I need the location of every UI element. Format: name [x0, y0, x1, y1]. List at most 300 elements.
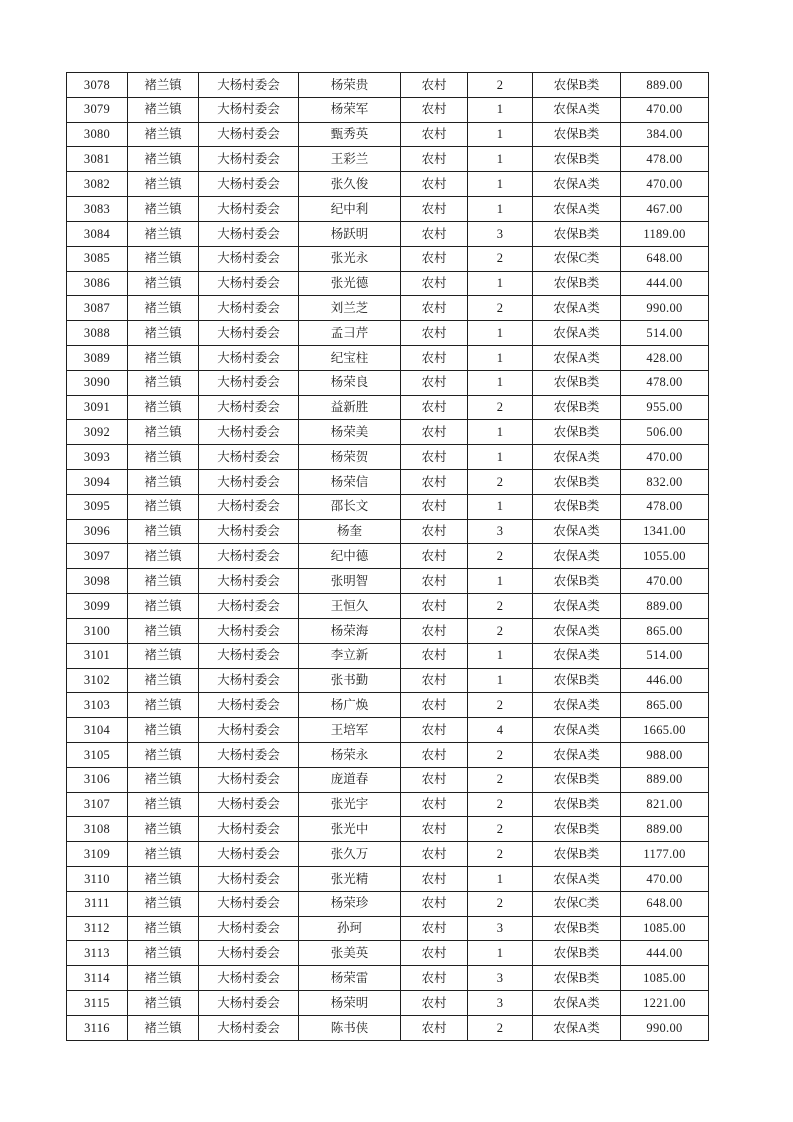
cell-person-name: 杨荣珍: [299, 891, 401, 916]
cell-village-committee: 大杨村委会: [199, 470, 299, 495]
cell-amount: 1221.00: [621, 991, 709, 1016]
cell-serial-number: 3097: [67, 544, 128, 569]
cell-residence-type: 农村: [401, 544, 468, 569]
cell-village-committee: 大杨村委会: [199, 643, 299, 668]
cell-person-name: 张光永: [299, 246, 401, 271]
cell-serial-number: 3106: [67, 767, 128, 792]
cell-serial-number: 3084: [67, 221, 128, 246]
cell-town: 褚兰镇: [128, 668, 199, 693]
cell-insurance-class: 农保B类: [533, 569, 621, 594]
cell-village-committee: 大杨村委会: [199, 891, 299, 916]
cell-person-name: 杨跃明: [299, 221, 401, 246]
cell-amount: 955.00: [621, 395, 709, 420]
cell-serial-number: 3088: [67, 321, 128, 346]
cell-village-committee: 大杨村委会: [199, 345, 299, 370]
cell-amount: 1665.00: [621, 718, 709, 743]
cell-person-name: 甄秀英: [299, 122, 401, 147]
cell-person-count: 2: [468, 842, 533, 867]
cell-person-name: 纪中德: [299, 544, 401, 569]
cell-residence-type: 农村: [401, 941, 468, 966]
cell-residence-type: 农村: [401, 668, 468, 693]
cell-serial-number: 3107: [67, 792, 128, 817]
cell-serial-number: 3113: [67, 941, 128, 966]
cell-serial-number: 3103: [67, 693, 128, 718]
cell-person-count: 1: [468, 643, 533, 668]
cell-insurance-class: 农保B类: [533, 122, 621, 147]
table-row: [67, 97, 709, 122]
cell-insurance-class: 农保B类: [533, 792, 621, 817]
cell-serial-number: 3096: [67, 519, 128, 544]
cell-amount: 990.00: [621, 296, 709, 321]
cell-town: 褚兰镇: [128, 891, 199, 916]
cell-insurance-class: 农保B类: [533, 668, 621, 693]
table-row: [67, 122, 709, 147]
table-row: [67, 147, 709, 172]
cell-village-committee: 大杨村委会: [199, 221, 299, 246]
cell-person-count: 2: [468, 544, 533, 569]
cell-person-count: 3: [468, 966, 533, 991]
cell-village-committee: 大杨村委会: [199, 668, 299, 693]
cell-person-name: 张明智: [299, 569, 401, 594]
table-row: [67, 73, 709, 98]
cell-insurance-class: 农保A类: [533, 718, 621, 743]
cell-town: 褚兰镇: [128, 742, 199, 767]
cell-town: 褚兰镇: [128, 271, 199, 296]
cell-residence-type: 农村: [401, 891, 468, 916]
cell-person-name: 邵长文: [299, 494, 401, 519]
cell-amount: 889.00: [621, 594, 709, 619]
cell-residence-type: 农村: [401, 246, 468, 271]
cell-person-count: 4: [468, 718, 533, 743]
cell-town: 褚兰镇: [128, 817, 199, 842]
cell-village-committee: 大杨村委会: [199, 991, 299, 1016]
cell-town: 褚兰镇: [128, 594, 199, 619]
cell-residence-type: 农村: [401, 618, 468, 643]
cell-town: 褚兰镇: [128, 916, 199, 941]
table-row: [67, 544, 709, 569]
table-row: [67, 792, 709, 817]
cell-residence-type: 农村: [401, 991, 468, 1016]
cell-insurance-class: 农保A类: [533, 594, 621, 619]
table-row: [67, 966, 709, 991]
cell-residence-type: 农村: [401, 718, 468, 743]
cell-person-count: 1: [468, 321, 533, 346]
cell-person-count: 2: [468, 395, 533, 420]
cell-residence-type: 农村: [401, 197, 468, 222]
cell-town: 褚兰镇: [128, 197, 199, 222]
table-row: [67, 197, 709, 222]
cell-insurance-class: 农保B类: [533, 916, 621, 941]
cell-village-committee: 大杨村委会: [199, 420, 299, 445]
cell-insurance-class: 农保B类: [533, 966, 621, 991]
cell-residence-type: 农村: [401, 767, 468, 792]
cell-insurance-class: 农保B类: [533, 271, 621, 296]
cell-amount: 865.00: [621, 693, 709, 718]
cell-person-count: 1: [468, 345, 533, 370]
cell-village-committee: 大杨村委会: [199, 767, 299, 792]
cell-amount: 470.00: [621, 445, 709, 470]
cell-person-count: 1: [468, 668, 533, 693]
cell-serial-number: 3110: [67, 867, 128, 892]
cell-person-count: 2: [468, 891, 533, 916]
cell-person-count: 2: [468, 618, 533, 643]
cell-village-committee: 大杨村委会: [199, 544, 299, 569]
cell-serial-number: 3085: [67, 246, 128, 271]
cell-village-committee: 大杨村委会: [199, 321, 299, 346]
cell-insurance-class: 农保A类: [533, 1015, 621, 1040]
cell-person-count: 1: [468, 941, 533, 966]
cell-residence-type: 农村: [401, 172, 468, 197]
cell-town: 褚兰镇: [128, 296, 199, 321]
cell-person-count: 2: [468, 792, 533, 817]
table-row: [67, 594, 709, 619]
cell-village-committee: 大杨村委会: [199, 246, 299, 271]
cell-insurance-class: 农保A类: [533, 618, 621, 643]
cell-serial-number: 3108: [67, 817, 128, 842]
cell-person-name: 张美英: [299, 941, 401, 966]
cell-serial-number: 3111: [67, 891, 128, 916]
cell-serial-number: 3100: [67, 618, 128, 643]
cell-serial-number: 3083: [67, 197, 128, 222]
cell-person-count: 3: [468, 519, 533, 544]
cell-serial-number: 3087: [67, 296, 128, 321]
cell-person-count: 1: [468, 271, 533, 296]
cell-town: 褚兰镇: [128, 693, 199, 718]
cell-village-committee: 大杨村委会: [199, 494, 299, 519]
cell-town: 褚兰镇: [128, 767, 199, 792]
cell-serial-number: 3109: [67, 842, 128, 867]
cell-residence-type: 农村: [401, 519, 468, 544]
cell-amount: 1085.00: [621, 966, 709, 991]
cell-serial-number: 3105: [67, 742, 128, 767]
cell-town: 褚兰镇: [128, 842, 199, 867]
cell-person-name: 杨荣美: [299, 420, 401, 445]
cell-town: 褚兰镇: [128, 643, 199, 668]
cell-amount: 832.00: [621, 470, 709, 495]
cell-village-committee: 大杨村委会: [199, 395, 299, 420]
cell-amount: 478.00: [621, 494, 709, 519]
cell-village-committee: 大杨村委会: [199, 147, 299, 172]
cell-amount: 470.00: [621, 569, 709, 594]
cell-village-committee: 大杨村委会: [199, 122, 299, 147]
table-row: [67, 395, 709, 420]
cell-amount: 444.00: [621, 271, 709, 296]
cell-insurance-class: 农保B类: [533, 470, 621, 495]
table-row: [67, 817, 709, 842]
cell-person-name: 益新胜: [299, 395, 401, 420]
table-row: [67, 718, 709, 743]
table-row: [67, 891, 709, 916]
cell-residence-type: 农村: [401, 97, 468, 122]
cell-amount: 1085.00: [621, 916, 709, 941]
cell-insurance-class: 农保B类: [533, 842, 621, 867]
cell-person-name: 杨荣明: [299, 991, 401, 1016]
cell-serial-number: 3102: [67, 668, 128, 693]
cell-village-committee: 大杨村委会: [199, 941, 299, 966]
cell-person-count: 3: [468, 916, 533, 941]
cell-person-name: 张光中: [299, 817, 401, 842]
cell-person-name: 张书勤: [299, 668, 401, 693]
cell-village-committee: 大杨村委会: [199, 916, 299, 941]
cell-residence-type: 农村: [401, 147, 468, 172]
cell-amount: 506.00: [621, 420, 709, 445]
table-row: [67, 941, 709, 966]
table-row: [67, 618, 709, 643]
table-row: [67, 345, 709, 370]
table-row: [67, 370, 709, 395]
cell-serial-number: 3115: [67, 991, 128, 1016]
cell-amount: 988.00: [621, 742, 709, 767]
table-row: [67, 445, 709, 470]
cell-person-name: 杨荣海: [299, 618, 401, 643]
cell-town: 褚兰镇: [128, 519, 199, 544]
cell-town: 褚兰镇: [128, 420, 199, 445]
cell-amount: 470.00: [621, 172, 709, 197]
cell-town: 褚兰镇: [128, 718, 199, 743]
cell-person-name: 张久万: [299, 842, 401, 867]
cell-person-count: 2: [468, 693, 533, 718]
cell-serial-number: 3095: [67, 494, 128, 519]
cell-insurance-class: 农保A类: [533, 445, 621, 470]
cell-person-count: 1: [468, 122, 533, 147]
cell-residence-type: 农村: [401, 122, 468, 147]
cell-amount: 1189.00: [621, 221, 709, 246]
cell-village-committee: 大杨村委会: [199, 370, 299, 395]
cell-town: 褚兰镇: [128, 494, 199, 519]
table-row: [67, 519, 709, 544]
cell-amount: 1055.00: [621, 544, 709, 569]
cell-residence-type: 农村: [401, 693, 468, 718]
cell-amount: 444.00: [621, 941, 709, 966]
cell-amount: 428.00: [621, 345, 709, 370]
cell-person-count: 2: [468, 470, 533, 495]
cell-serial-number: 3082: [67, 172, 128, 197]
cell-insurance-class: 农保B类: [533, 420, 621, 445]
cell-village-committee: 大杨村委会: [199, 842, 299, 867]
cell-person-count: 1: [468, 420, 533, 445]
cell-village-committee: 大杨村委会: [199, 718, 299, 743]
cell-town: 褚兰镇: [128, 246, 199, 271]
cell-residence-type: 农村: [401, 370, 468, 395]
cell-town: 褚兰镇: [128, 395, 199, 420]
cell-town: 褚兰镇: [128, 221, 199, 246]
cell-village-committee: 大杨村委会: [199, 742, 299, 767]
cell-village-committee: 大杨村委会: [199, 792, 299, 817]
cell-person-count: 1: [468, 370, 533, 395]
cell-village-committee: 大杨村委会: [199, 867, 299, 892]
cell-person-name: 王彩兰: [299, 147, 401, 172]
table-row: [67, 991, 709, 1016]
cell-amount: 446.00: [621, 668, 709, 693]
cell-person-name: 纪宝柱: [299, 345, 401, 370]
cell-person-name: 杨荣永: [299, 742, 401, 767]
cell-person-name: 杨荣良: [299, 370, 401, 395]
cell-residence-type: 农村: [401, 792, 468, 817]
payment-roster-table: [66, 72, 709, 1041]
table-row: [67, 569, 709, 594]
cell-person-name: 杨广焕: [299, 693, 401, 718]
cell-insurance-class: 农保B类: [533, 941, 621, 966]
cell-person-name: 陈书侠: [299, 1015, 401, 1040]
cell-village-committee: 大杨村委会: [199, 172, 299, 197]
cell-insurance-class: 农保B类: [533, 767, 621, 792]
cell-residence-type: 农村: [401, 966, 468, 991]
cell-insurance-class: 农保A类: [533, 97, 621, 122]
cell-person-count: 3: [468, 991, 533, 1016]
table-row: [67, 246, 709, 271]
cell-person-count: 2: [468, 1015, 533, 1040]
table-row: [67, 470, 709, 495]
cell-serial-number: 3098: [67, 569, 128, 594]
cell-insurance-class: 农保A类: [533, 643, 621, 668]
cell-serial-number: 3114: [67, 966, 128, 991]
cell-serial-number: 3116: [67, 1015, 128, 1040]
cell-person-name: 杨荣雷: [299, 966, 401, 991]
cell-person-count: 2: [468, 296, 533, 321]
cell-amount: 514.00: [621, 321, 709, 346]
cell-insurance-class: 农保C类: [533, 246, 621, 271]
cell-person-count: 2: [468, 594, 533, 619]
cell-residence-type: 农村: [401, 594, 468, 619]
cell-serial-number: 3101: [67, 643, 128, 668]
cell-serial-number: 3091: [67, 395, 128, 420]
cell-serial-number: 3081: [67, 147, 128, 172]
cell-person-count: 2: [468, 246, 533, 271]
table-row: [67, 767, 709, 792]
cell-village-committee: 大杨村委会: [199, 693, 299, 718]
cell-town: 褚兰镇: [128, 445, 199, 470]
table-row: [67, 494, 709, 519]
cell-town: 褚兰镇: [128, 321, 199, 346]
cell-amount: 990.00: [621, 1015, 709, 1040]
cell-person-name: 杨荣贵: [299, 73, 401, 98]
cell-insurance-class: 农保A类: [533, 544, 621, 569]
cell-serial-number: 3112: [67, 916, 128, 941]
cell-serial-number: 3086: [67, 271, 128, 296]
cell-village-committee: 大杨村委会: [199, 296, 299, 321]
cell-town: 褚兰镇: [128, 544, 199, 569]
cell-residence-type: 农村: [401, 395, 468, 420]
cell-village-committee: 大杨村委会: [199, 618, 299, 643]
table-row: [67, 296, 709, 321]
cell-person-name: 杨荣信: [299, 470, 401, 495]
cell-amount: 467.00: [621, 197, 709, 222]
table-row: [67, 172, 709, 197]
table-row: [67, 668, 709, 693]
cell-village-committee: 大杨村委会: [199, 445, 299, 470]
cell-person-count: 1: [468, 197, 533, 222]
cell-insurance-class: 农保B类: [533, 147, 621, 172]
cell-person-name: 张光宇: [299, 792, 401, 817]
table-row: [67, 1015, 709, 1040]
cell-amount: 384.00: [621, 122, 709, 147]
cell-town: 褚兰镇: [128, 172, 199, 197]
cell-town: 褚兰镇: [128, 470, 199, 495]
cell-residence-type: 农村: [401, 1015, 468, 1040]
cell-insurance-class: 农保A类: [533, 742, 621, 767]
cell-insurance-class: 农保B类: [533, 370, 621, 395]
cell-town: 褚兰镇: [128, 147, 199, 172]
cell-serial-number: 3079: [67, 97, 128, 122]
cell-town: 褚兰镇: [128, 991, 199, 1016]
cell-residence-type: 农村: [401, 221, 468, 246]
cell-residence-type: 农村: [401, 321, 468, 346]
cell-town: 褚兰镇: [128, 867, 199, 892]
cell-insurance-class: 农保A类: [533, 519, 621, 544]
cell-residence-type: 农村: [401, 420, 468, 445]
cell-town: 褚兰镇: [128, 370, 199, 395]
cell-residence-type: 农村: [401, 916, 468, 941]
cell-residence-type: 农村: [401, 643, 468, 668]
table-row: [67, 867, 709, 892]
cell-amount: 514.00: [621, 643, 709, 668]
cell-serial-number: 3104: [67, 718, 128, 743]
cell-town: 褚兰镇: [128, 345, 199, 370]
cell-insurance-class: 农保A类: [533, 296, 621, 321]
cell-insurance-class: 农保A类: [533, 345, 621, 370]
table-row: [67, 916, 709, 941]
cell-amount: 478.00: [621, 370, 709, 395]
cell-insurance-class: 农保B类: [533, 395, 621, 420]
cell-town: 褚兰镇: [128, 1015, 199, 1040]
cell-residence-type: 农村: [401, 867, 468, 892]
cell-serial-number: 3078: [67, 73, 128, 98]
cell-person-count: 1: [468, 172, 533, 197]
cell-town: 褚兰镇: [128, 966, 199, 991]
cell-village-committee: 大杨村委会: [199, 97, 299, 122]
cell-serial-number: 3094: [67, 470, 128, 495]
cell-serial-number: 3090: [67, 370, 128, 395]
cell-residence-type: 农村: [401, 569, 468, 594]
cell-person-count: 1: [468, 569, 533, 594]
cell-person-count: 3: [468, 221, 533, 246]
cell-amount: 889.00: [621, 817, 709, 842]
cell-amount: 1177.00: [621, 842, 709, 867]
cell-town: 褚兰镇: [128, 569, 199, 594]
cell-person-count: 1: [468, 445, 533, 470]
cell-insurance-class: 农保B类: [533, 817, 621, 842]
table-body: [67, 73, 709, 1041]
cell-person-name: 庞道春: [299, 767, 401, 792]
table-row: [67, 842, 709, 867]
cell-village-committee: 大杨村委会: [199, 594, 299, 619]
cell-insurance-class: 农保B类: [533, 221, 621, 246]
cell-person-name: 张光德: [299, 271, 401, 296]
cell-insurance-class: 农保A类: [533, 172, 621, 197]
cell-person-name: 王恒久: [299, 594, 401, 619]
table-row: [67, 643, 709, 668]
cell-insurance-class: 农保A类: [533, 197, 621, 222]
cell-village-committee: 大杨村委会: [199, 73, 299, 98]
cell-serial-number: 3080: [67, 122, 128, 147]
cell-insurance-class: 农保B类: [533, 73, 621, 98]
cell-insurance-class: 农保A类: [533, 693, 621, 718]
cell-village-committee: 大杨村委会: [199, 519, 299, 544]
cell-person-count: 2: [468, 742, 533, 767]
cell-residence-type: 农村: [401, 345, 468, 370]
cell-serial-number: 3089: [67, 345, 128, 370]
cell-person-name: 孟彐芹: [299, 321, 401, 346]
cell-person-count: 1: [468, 494, 533, 519]
cell-amount: 821.00: [621, 792, 709, 817]
cell-amount: 889.00: [621, 767, 709, 792]
cell-person-name: 杨荣军: [299, 97, 401, 122]
cell-person-count: 2: [468, 817, 533, 842]
table-row: [67, 321, 709, 346]
cell-serial-number: 3092: [67, 420, 128, 445]
cell-residence-type: 农村: [401, 494, 468, 519]
cell-residence-type: 农村: [401, 842, 468, 867]
